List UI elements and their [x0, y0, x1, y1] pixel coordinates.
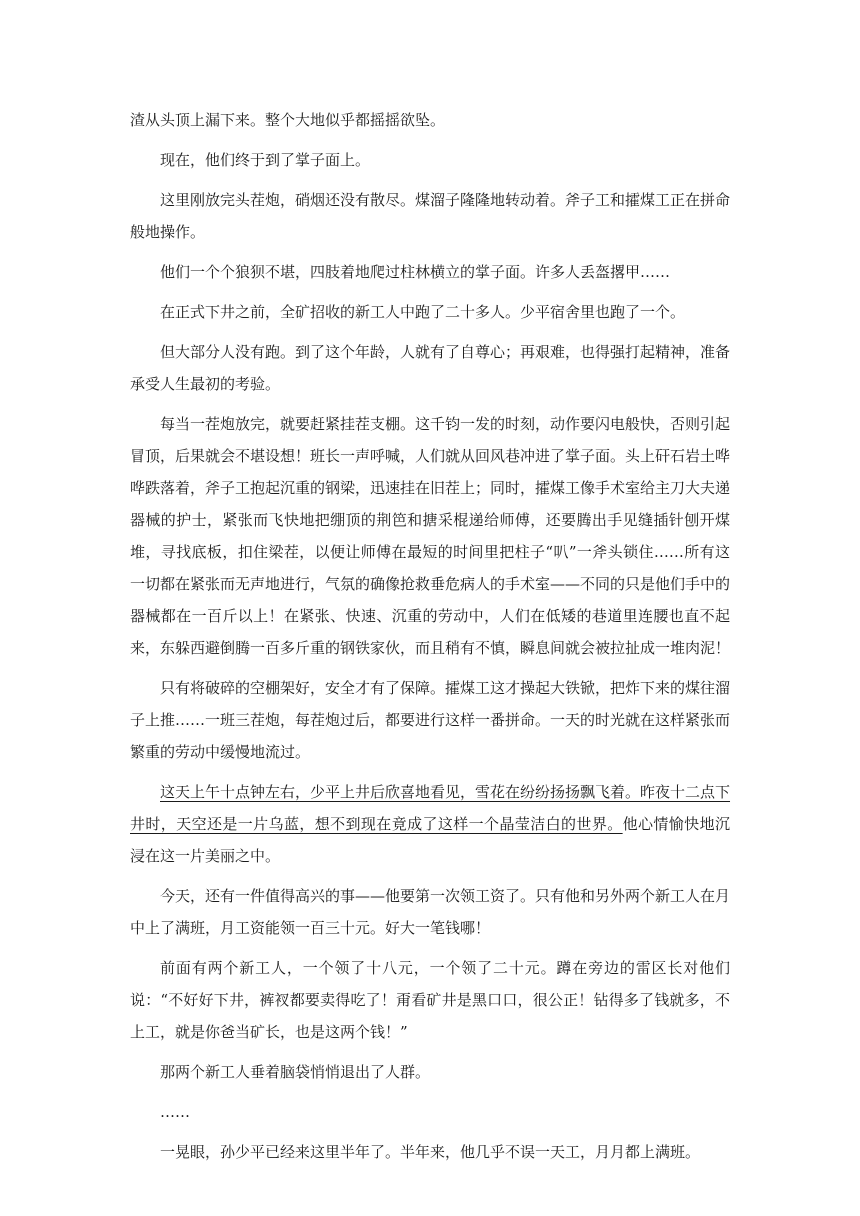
underlined-paragraph [130, 776, 730, 872]
paragraph: 但大部分人没有跑。到了这个年龄，人就有了自尊心；再艰难，也得强打起精神，准备承受人生最初的考验。 [130, 343, 731, 393]
paragraph: 他们一个个狼狈不堪，四肢着地爬过柱林横立的掌子面。许多人丢盔撂甲…… [160, 263, 671, 281]
paragraph: 前面有两个新工人，一个领了十八元，一个领了二十元。蹲在旁边的雷区长对他们说：“不好好下井，裤衩都要卖得吃了！甭看矿井是黑口口，很公正！钻得多了钱就多，不上工，就是你爸当矿长，也是这两个钱！” [130, 959, 730, 1041]
paragraph: 这里刚放完头茬炮，硝烟还没有散尽。煤溜子隆隆地转动着。斧子工和攉煤工正在拼命般地操作。 [130, 191, 731, 241]
paragraph: 渣从头顶上漏下来。整个大地似乎都摇摇欲坠。 [130, 111, 446, 129]
ellipsis-line: …… [160, 1103, 190, 1121]
paragraph: 在正式下井之前，全矿招收的新工人中跑了二十多人。少平宿舍里也跑了一个。 [160, 303, 686, 321]
paragraph: 只有将破碎的空棚架好，安全才有了保障。攉煤工这才操起大铁锨，把炸下来的煤往溜子上推……一班三茬炮，每茬炮过后，都要进行这样一番拼命。一天的时光就在这样紧张而繁重的劳动中缓慢地流过。 [130, 679, 731, 761]
paragraph: 一晃眼，孙少平已经来这里半年了。半年来，他几乎不误一天工，月月都上满班。 [160, 1143, 701, 1161]
paragraph-rest: 他心情愉快地沉浸在这一片美丽之中。 [130, 815, 730, 865]
document-body [130, 104, 730, 1176]
underlined-sentence: 这天上午十点钟左右，少平上井后欣喜地看见，雪花在纷纷扬扬飘飞着。昨夜十二点下井时，天空还是一片乌蓝，想不到现在竟成了这样一个晶莹洁白的世界。 [130, 783, 731, 833]
paragraph: 那两个新工人垂着脑袋悄悄退出了人群。 [160, 1063, 431, 1081]
paragraph: 现在，他们终于到了掌子面上。 [160, 151, 371, 169]
paragraph: 今天，还有一件值得高兴的事——他要第一次领工资了。只有他和另外两个新工人在月中上了满班，月工资能领一百三十元。好大一笔钱哪！ [130, 887, 731, 937]
paragraph: 每当一茬炮放完，就要赶紧挂茬支棚。这千钧一发的时刻，动作要闪电般快，否则引起冒顶，后果就会不堪设想！班长一声呼喊，人们就从回风巷冲进了掌子面。头上矸石岩土哗哗跌落着，斧子工抱起沉重的钢梁，迅速挂在旧茬上；同时，攉煤工像手术室给主刀大夫递器械的护士，紧张而飞快地把绷顶的荆笆和搪采棍递给师傅，还要腾出手见缝插针刨开煤堆，寻找底板，扣住梁茬，以便让师傅在最短的时间里把柱子“叭”一斧头锁住……所有这一切都在紧张而无声地进行，气氛的确像抢救垂危病人的手术室——不同的只是他们手中的器械都在一百斤以上！在紧张、快速、沉重的劳动中，人们在低矮的巷道里连腰也直不起来，东躲西避倒腾一百多斤重的钢铁家伙，而且稍有不慎，瞬息间就会被拉扯成一堆肉泥！ [130, 415, 731, 657]
